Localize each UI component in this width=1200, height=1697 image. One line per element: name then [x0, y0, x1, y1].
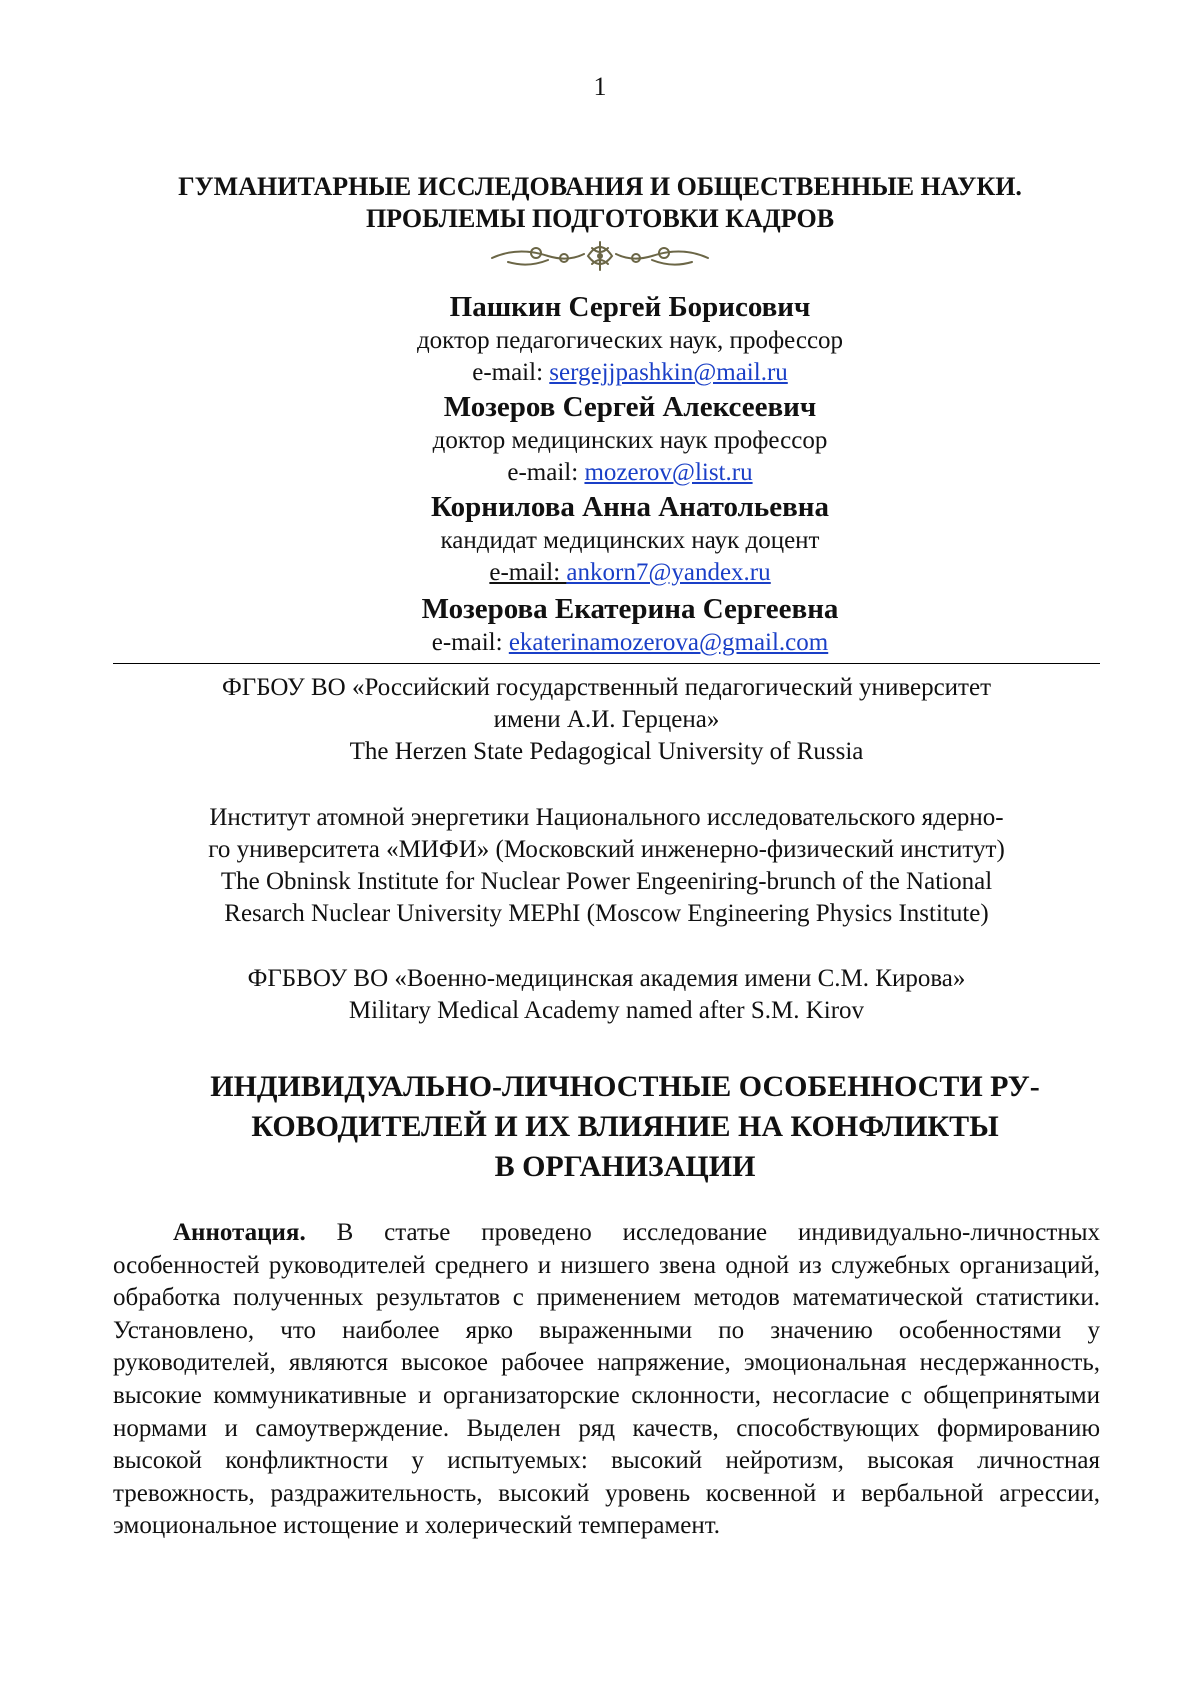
- affiliation-en-line: The Obninsk Institute for Nuclear Power Engeeniring-brunch of the National: [220, 868, 993, 895]
- affiliation-ru-line: имени А.И. Герцена»: [493, 706, 720, 733]
- affiliation-vma: [113, 963, 1100, 1027]
- email-label: e-mail:: [489, 559, 567, 586]
- section-title: [80, 171, 1120, 235]
- abstract: [113, 1217, 1100, 1543]
- affiliation-en-line: Military Medical Academy named after S.M. Kirov: [348, 997, 865, 1024]
- article-title: [150, 1067, 1100, 1187]
- author-degree: кандидат медицинских наук доцент: [440, 527, 820, 554]
- article-title-line-2: КОВОДИТЕЛЕЙ И ИХ ВЛИЯНИЕ НА КОНФЛИКТЫ: [251, 1110, 999, 1143]
- affiliation-herzen: [113, 672, 1100, 768]
- affiliation-en-line: Resarch Nuclear University MEPhI (Moscow Engineering Physics Institute): [224, 900, 989, 927]
- author-name: Мозеров Сергей Алексеевич: [443, 391, 817, 423]
- author-email-line: [380, 357, 880, 389]
- email-label: e-mail:: [507, 459, 585, 486]
- author-degree: доктор медицинских наук профессор: [432, 427, 828, 454]
- abstract-text: В статье проведено исследование индивидуально-личностных особенностей руководителей среднего и низшего звена одной из служебных организаций, обработка полученных результатов с применением методов математической статистики. Установлено, что наиболее ярко выраженными по значению особенностями у руководителей, являются высокое рабочее напряжение, эмоциональная несдержанность, высокие коммуникативные и организаторские склонности, несогласие с общепринятыми нормами и самоутверждение. Выделен ряд качеств, способствующих формированию высокой конфликтности у испытуемых: высокий нейротизм, высокая личностная тревожность, раздражительность, высокий уровень косвенной и вербальной агрессии, эмоциональное истощение и холерический темперамент.: [113, 1219, 1100, 1540]
- author-degree: доктор педагогических наук, профессор: [416, 327, 844, 354]
- authors-block: [380, 289, 880, 659]
- abstract-paragraph: [113, 1217, 1100, 1543]
- email-label: e-mail:: [472, 359, 550, 386]
- author-name: Пашкин Сергей Борисович: [449, 291, 811, 323]
- email-link[interactable]: sergejjpashkin@mail.ru: [549, 359, 788, 386]
- email-link[interactable]: mozerov@list.ru: [584, 459, 753, 486]
- decorative-scroll-divider-icon: [488, 236, 712, 276]
- author-email-line: [380, 557, 880, 589]
- page-number: 1: [593, 72, 607, 101]
- email-label: e-mail:: [431, 629, 509, 656]
- horizontal-rule: [113, 663, 1100, 664]
- author-email-line: [380, 457, 880, 489]
- abstract-label: Аннотация.: [173, 1219, 306, 1246]
- article-title-line-1: ИНДИВИДУАЛЬНО-ЛИЧНОСТНЫЕ ОСОБЕННОСТИ РУ-: [210, 1070, 1040, 1103]
- affiliation-ru-line: Институт атомной энергетики Национального исследовательского ядерно-: [209, 804, 1004, 831]
- affiliation-en-line: The Herzen State Pedagogical University of Russia: [349, 738, 864, 765]
- email-link[interactable]: ekaterinamozerova@gmail.com: [508, 629, 829, 656]
- author-email-line: [380, 627, 880, 659]
- affiliation-ru-line: ФГБОУ ВО «Российский государственный педагогический университет: [222, 674, 991, 701]
- article-title-line-3: В ОРГАНИЗАЦИИ: [494, 1150, 756, 1183]
- author-name: Мозерова Екатерина Сергеевна: [421, 593, 839, 625]
- email-link[interactable]: ankorn7@yandex.ru: [566, 559, 771, 586]
- affiliation-mifi: [113, 802, 1100, 930]
- affiliation-ru-line: ФГБВОУ ВО «Военно-медицинская академия имени С.М. Кирова»: [247, 965, 966, 992]
- section-title-line-1: ГУМАНИТАРНЫЕ ИССЛЕДОВАНИЯ И ОБЩЕСТВЕННЫЕ НАУКИ.: [178, 172, 1022, 201]
- affiliation-ru-line: го университета «МИФИ» (Московский инженерно-физический институт): [208, 836, 1005, 863]
- author-name: Корнилова Анна Анатольевна: [431, 491, 829, 523]
- section-title-line-2: ПРОБЛЕМЫ ПОДГОТОВКИ КАДРОВ: [365, 204, 835, 233]
